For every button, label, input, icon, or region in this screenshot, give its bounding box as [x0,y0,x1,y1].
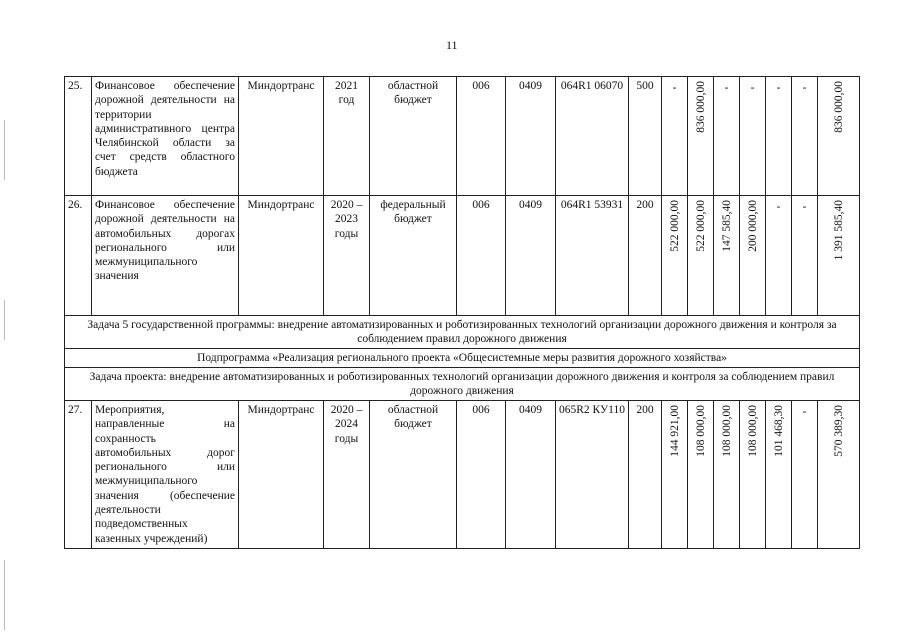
amount-cell [766,401,792,549]
amount-cell [740,401,766,549]
scan-margin-line [4,300,5,340]
table-row [65,77,860,196]
row-article: 064R1 53931 [556,196,629,316]
scan-margin-line [4,560,5,630]
amount-cell [662,401,688,549]
row-article: 064R1 06070 [556,77,629,196]
subprogram-row [65,349,860,368]
project-task: Задача проекта: внедрение автоматизированных и роботизированных технологий организации дорожного движения и контроля за соблюдением правил дорожного движения [65,368,860,401]
row-number: 26. [65,196,92,316]
amount-cell [792,77,818,196]
amount-value: 108 000,00 [694,405,707,457]
budget-table [64,76,860,549]
amount-cell [714,77,740,196]
amount-total-cell [818,401,860,549]
amount-total: 570 389,30 [832,405,845,457]
amount-value: 522 000,00 [694,200,707,252]
row-article: 065R2 КУ110 [556,401,629,549]
amount-total: 836 000,00 [832,81,845,133]
row-code: 006 [457,401,506,549]
amount-value: 200 000,00 [746,200,759,252]
row-name: Мероприятия, направленные на сохранность автомобильных дорог регионального или межмуниципального значения (обеспечение деятельности подведомственных казенных учреждений) [92,401,239,549]
row-section: 0409 [506,401,556,549]
amount-cell [766,77,792,196]
task-row [65,316,860,349]
amount-total: 1 391 585,40 [832,200,845,261]
row-source: областной бюджет [370,401,457,549]
table-row [65,196,860,316]
amount-cell [688,401,714,549]
row-name: Финансовое обеспечение дорожной деятельности на территории административного центра Челябинской области за счет средств областного бюджета [92,77,239,196]
amount-value: - [724,82,729,94]
amount-value: - [672,82,677,94]
amount-cell [662,196,688,316]
row-number: 27. [65,401,92,549]
page-number: 11 [446,38,458,52]
amount-value: - [802,406,807,418]
amount-cell [740,196,766,316]
row-section: 0409 [506,196,556,316]
amount-value: - [802,201,807,213]
row-code: 006 [457,77,506,196]
amount-value: 144 921,00 [668,405,681,457]
row-source: областной бюджет [370,77,457,196]
amount-cell [792,196,818,316]
row-section: 0409 [506,77,556,196]
row-executor: Миндортранс [239,77,324,196]
amount-cell [792,401,818,549]
amount-cell [688,77,714,196]
amount-cell [766,196,792,316]
table-row [65,401,860,549]
amount-value: 108 000,00 [746,405,759,457]
row-number: 25. [65,77,92,196]
amount-value: - [750,82,755,94]
row-code: 006 [457,196,506,316]
amount-value: 147 585,40 [720,200,733,252]
amount-value: 522 000,00 [668,200,681,252]
amount-total-cell [818,77,860,196]
amount-value: - [776,82,781,94]
row-period: 2020 – 2024 годы [324,401,370,549]
amount-value: 836 000,00 [694,81,707,133]
row-period: 2021 год [324,77,370,196]
row-name: Финансовое обеспечение дорожной деятельности на автомобильных дорогах регионального или межмуниципального значения [92,196,239,316]
amount-cell [662,77,688,196]
amount-total-cell [818,196,860,316]
amount-cell [714,196,740,316]
amount-value: - [802,82,807,94]
amount-value: 101 468,30 [772,405,785,457]
project-task-row [65,368,860,401]
row-type: 200 [629,401,662,549]
row-period: 2020 – 2023 годы [324,196,370,316]
row-executor: Миндортранс [239,196,324,316]
amount-cell [740,77,766,196]
program-task-5: Задача 5 государственной программы: внедрение автоматизированных и роботизированных технологий организации дорожного движения и контроля за соблюдением правил дорожного движения [65,316,860,349]
row-executor: Миндортранс [239,401,324,549]
row-type: 200 [629,196,662,316]
amount-cell [688,196,714,316]
scan-margin-line [4,120,5,180]
amount-value: 108 000,00 [720,405,733,457]
row-type: 500 [629,77,662,196]
row-source: федеральный бюджет [370,196,457,316]
amount-value: - [776,201,781,213]
subprogram-title: Подпрограмма «Реализация регионального проекта «Общесистемные меры развития дорожного хозяйства» [65,349,860,368]
amount-cell [714,401,740,549]
